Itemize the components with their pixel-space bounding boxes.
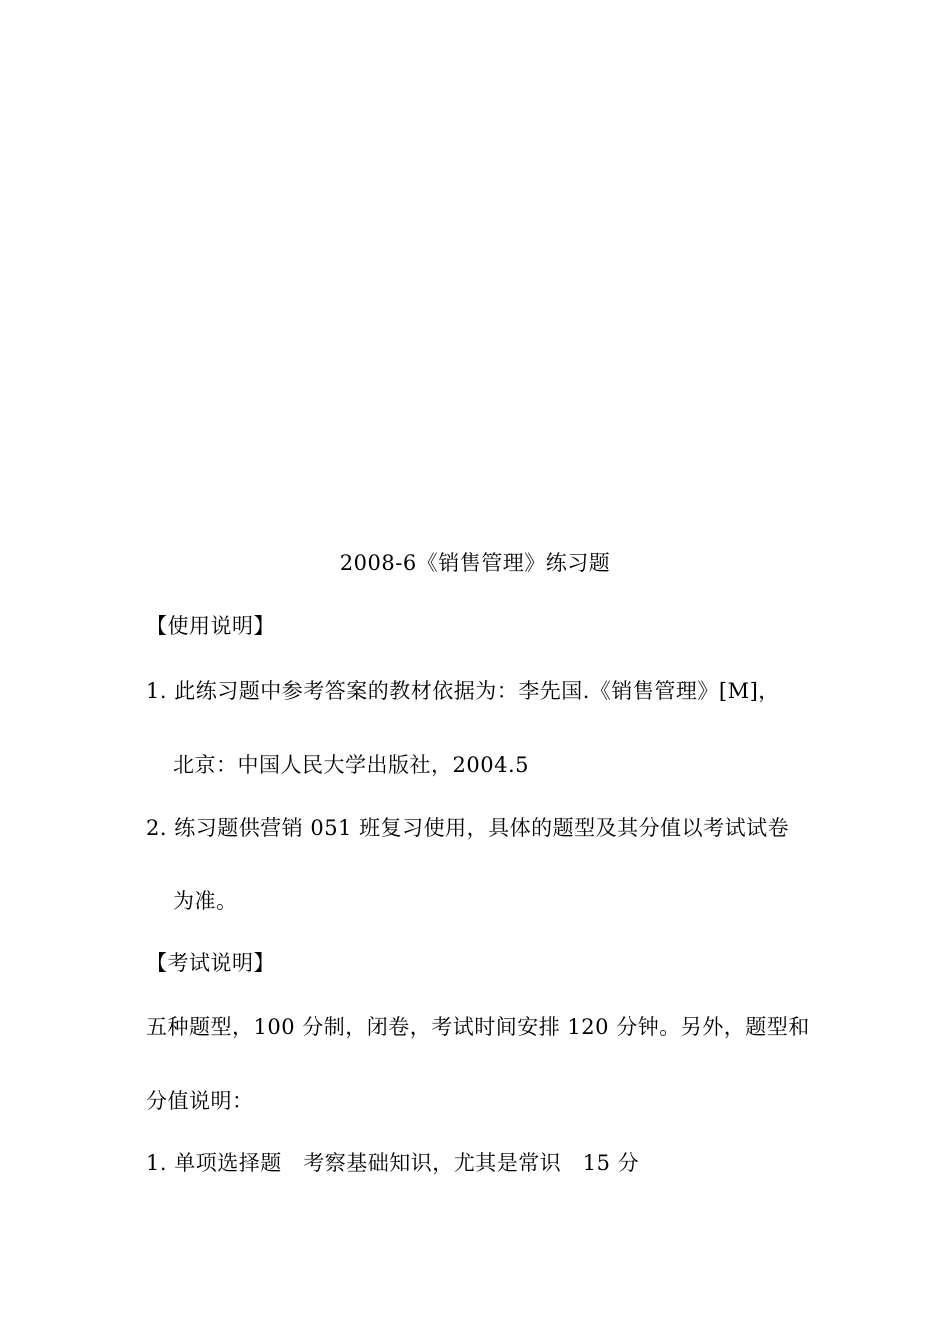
usage-item-2-line-2: 为准。 (173, 889, 238, 913)
usage-item-2-line-1: 2. 练习题供营销 051 班复习使用，具体的题型及其分值以考试试卷 (146, 816, 790, 840)
exam-paragraph-line-1: 五种题型，100 分制，闭卷，考试时间安排 120 分钟。另外，题型和 (146, 1015, 810, 1039)
exam-heading: 【考试说明】 (146, 951, 275, 975)
exam-paragraph-line-2: 分值说明： (146, 1089, 254, 1113)
usage-item-1-line-2: 北京：中国人民大学出版社，2004.5 (173, 753, 529, 777)
usage-item-1-line-1: 1. 此练习题中参考答案的教材依据为：李先国.《销售管理》[M]， (146, 679, 780, 703)
document-title: 2008-6《销售管理》练习题 (339, 551, 611, 575)
usage-heading: 【使用说明】 (146, 614, 275, 638)
question-type-1: 1. 单项选择题 考察基础知识，尤其是常识 15 分 (146, 1151, 640, 1175)
